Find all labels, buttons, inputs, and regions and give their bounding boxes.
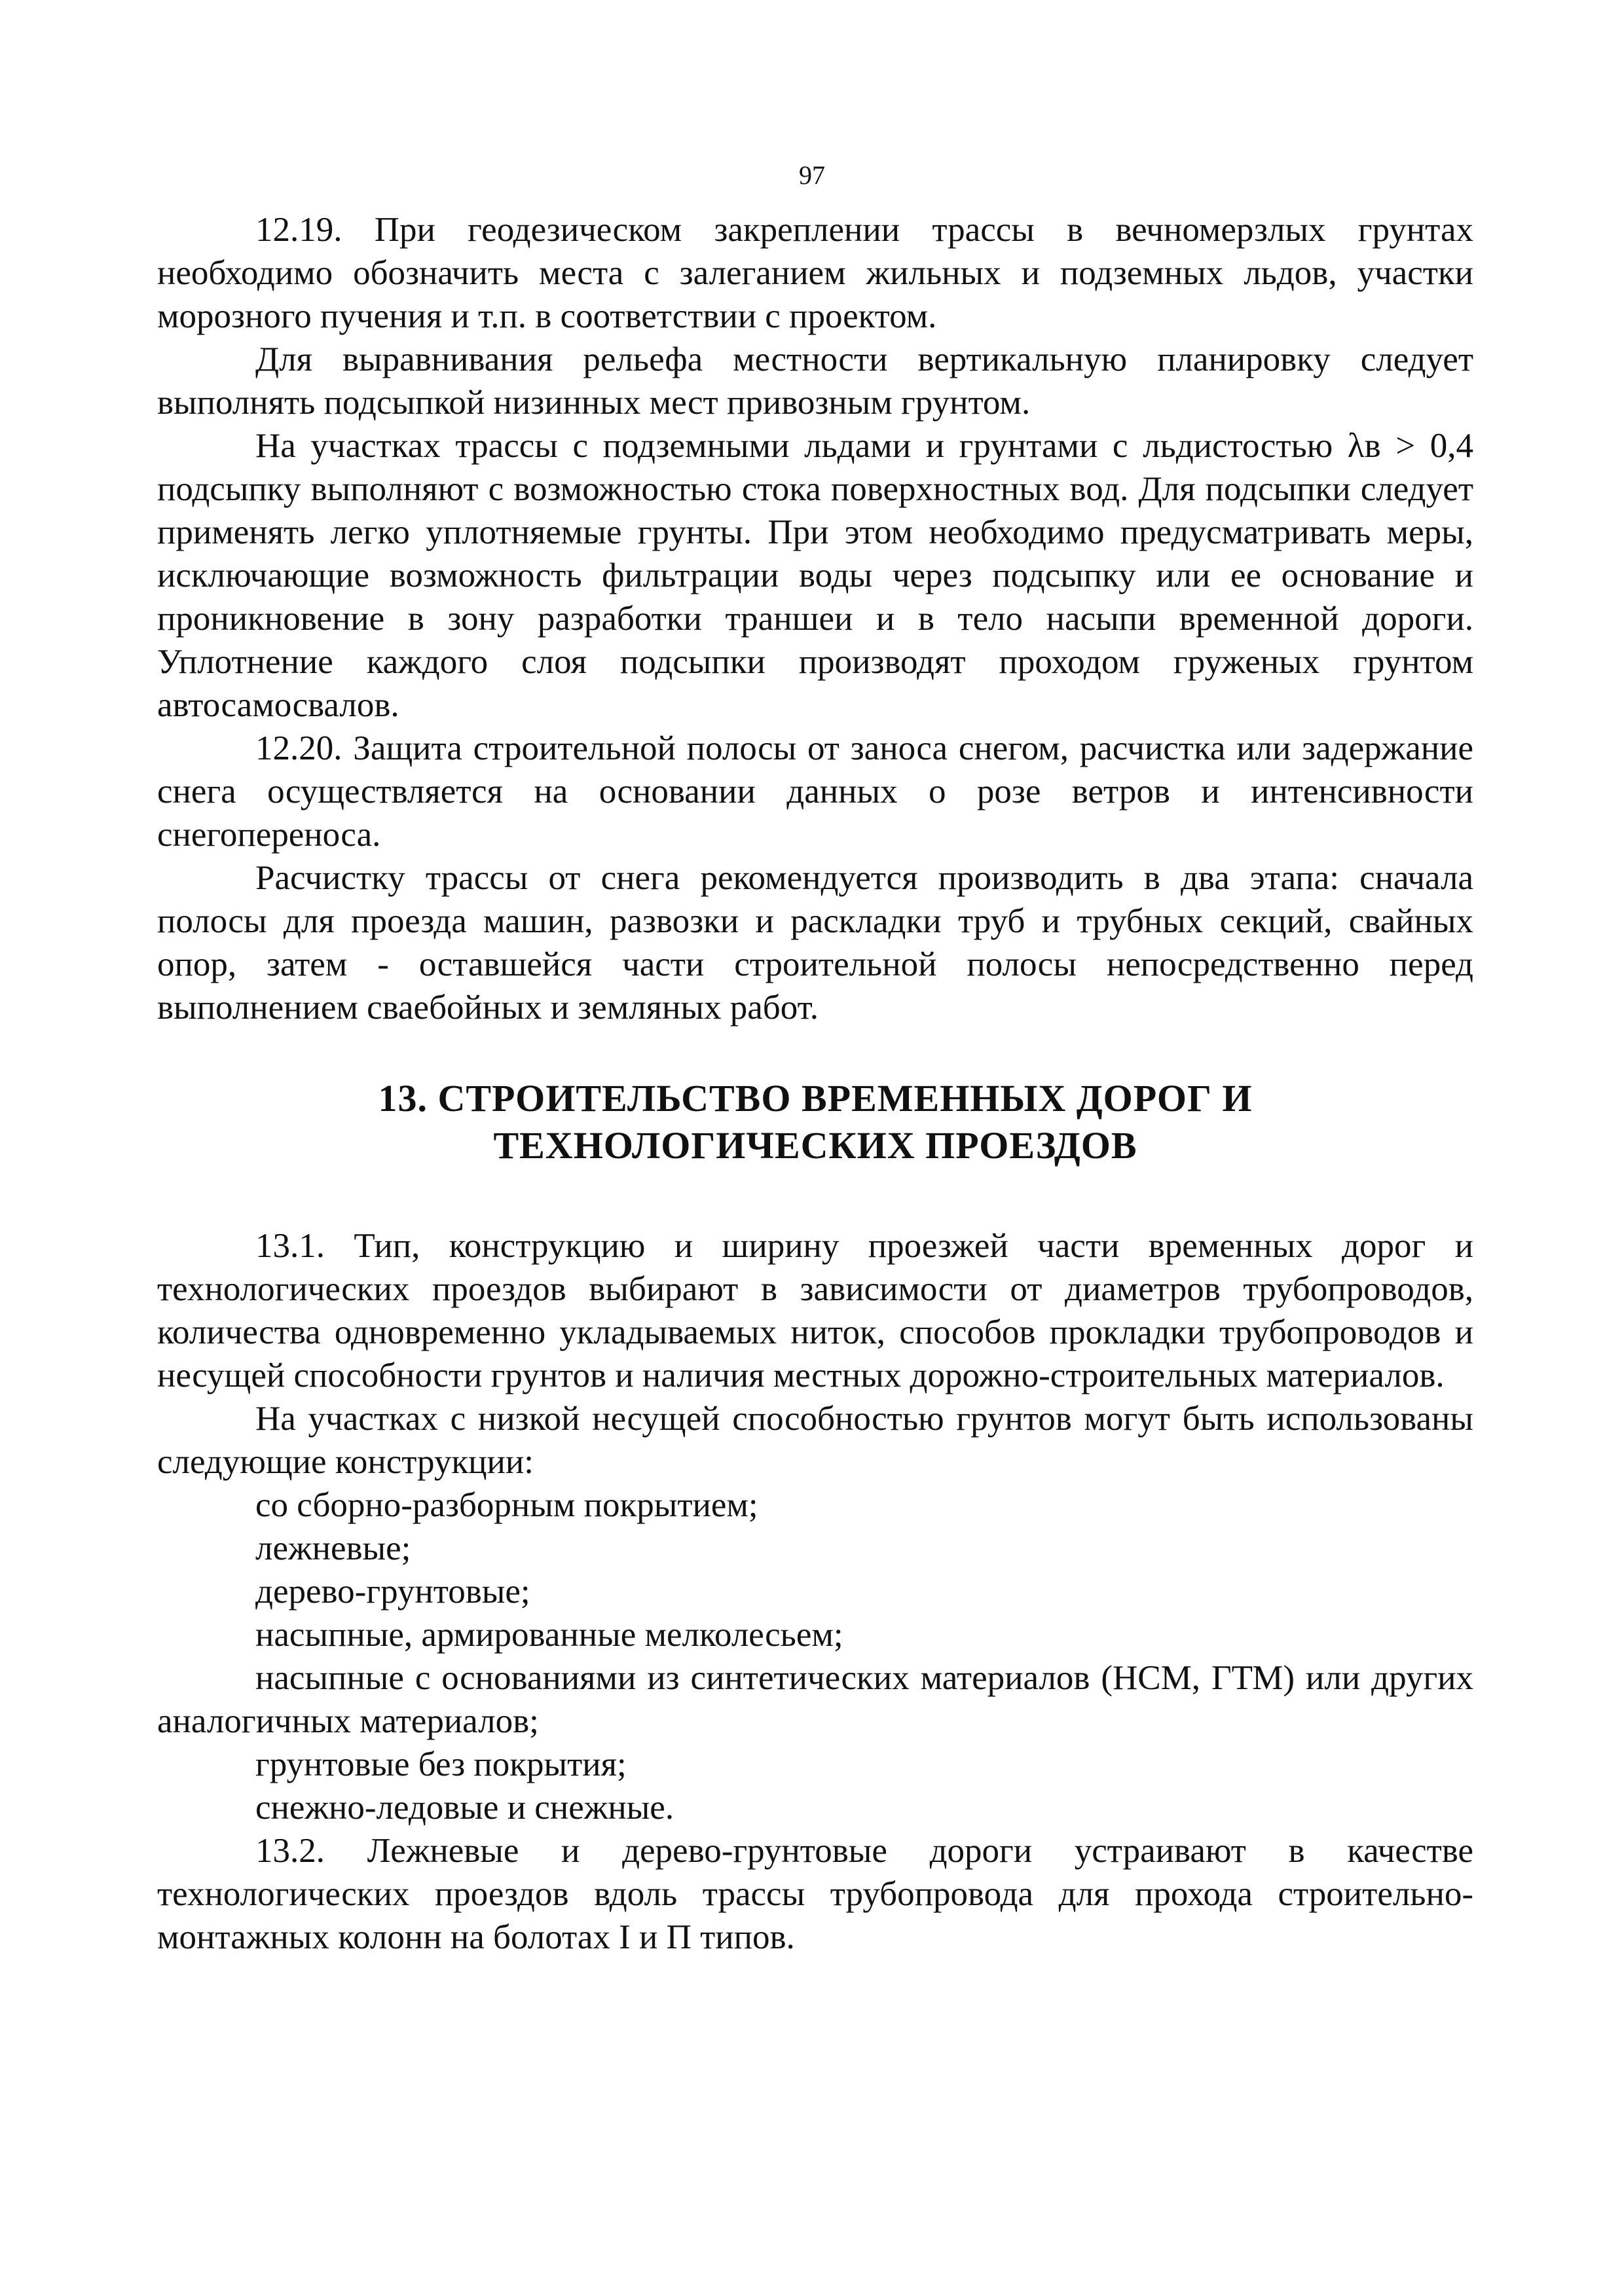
section-12-continuation bbox=[157, 208, 1473, 1029]
paragraph-low-bearing-soils: На участках с низкой несущей способностью грунтов могут быть использованы следующие конструкции: bbox=[157, 1400, 1473, 1481]
construction-types-list bbox=[157, 1484, 1473, 1829]
list-item: снежно-ледовые и снежные. bbox=[255, 1789, 674, 1827]
list-item: насыпные с основаниями из синтетических материалов (НСМ, ГТМ) или других аналогичных материалов; bbox=[157, 1659, 1473, 1740]
section-heading-line-2: ТЕХНОЛОГИЧЕСКИХ ПРОЕЗДОВ bbox=[493, 1124, 1137, 1167]
list-item: грунтовые без покрытия; bbox=[255, 1745, 627, 1783]
paragraph-12-20: 12.20. Защита строительной полосы от заноса снегом, расчистка или задержание снега осуществляется на основании данных о розе ветров и интенсивности снегопереноса. bbox=[157, 729, 1473, 854]
paragraph-leveling: Для выравнивания рельефа местности вертикальную планировку следует выполнять подсыпкой низинных мест привозным грунтом. bbox=[157, 340, 1473, 422]
page-number: 97 bbox=[799, 160, 825, 190]
paragraph-13-2: 13.2. Лежневые и дерево-грунтовые дороги устраивают в качестве технологических проездов вдоль трассы трубопровода для прохода строительно-монтажных колонн на болотах I и П типов. bbox=[157, 1832, 1473, 1956]
section-13-content bbox=[157, 1224, 1473, 1959]
list-item: со сборно-разборным покрытием; bbox=[255, 1486, 758, 1524]
paragraph-12-19: 12.19. При геодезическом закреплении трассы в вечномерзлых грунтах необходимо обозначить места с залеганием жильных и подземных льдов, участки морозного пучения и т.п. в соответствии с проектом. bbox=[157, 211, 1473, 335]
section-13-heading bbox=[157, 1075, 1473, 1169]
list-item: насыпные, армированные мелколесьем; bbox=[255, 1616, 843, 1654]
paragraph-13-1: 13.1. Тип, конструкцию и ширину проезжей части временных дорог и технологических проездов выбирают в зависимости от диаметров трубопроводов, количества одновременно укладываемых ниток, способов прокладки трубопроводов и несущей способности грунтов и наличия местных дорожно-строительных материалов. bbox=[157, 1227, 1473, 1394]
document-body bbox=[157, 208, 1473, 1959]
section-heading-line-1: 13. СТРОИТЕЛЬСТВО ВРЕМЕННЫХ ДОРОГ И bbox=[378, 1077, 1253, 1120]
list-item: лежневые; bbox=[255, 1529, 411, 1567]
paragraph-ice-ground-fill: На участках трассы с подземными льдами и грунтами с льдистостью λв > 0,4 подсыпку выполняют с возможностью стока поверхностных вод. Для подсыпки следует применять легко уплотняемые грунты. При этом необходимо предусматривать меры, исключающие возможность фильтрации воды через подсыпку или ее основание и проникновение в зону разработки траншеи и в тело насыпи временной дороги. Уплотнение каждого слоя подсыпки производят проходом груженых грунтом автосамосвалов. bbox=[157, 427, 1473, 724]
paragraph-snow-clearing: Расчистку трассы от снега рекомендуется производить в два этапа: сначала полосы для проезда машин, развозки и раскладки труб и трубных секций, свайных опор, затем - оставшейся части строительной полосы непосредственно перед выполнением сваебойных и земляных работ. bbox=[157, 859, 1473, 1027]
list-item: дерево-грунтовые; bbox=[255, 1573, 530, 1611]
